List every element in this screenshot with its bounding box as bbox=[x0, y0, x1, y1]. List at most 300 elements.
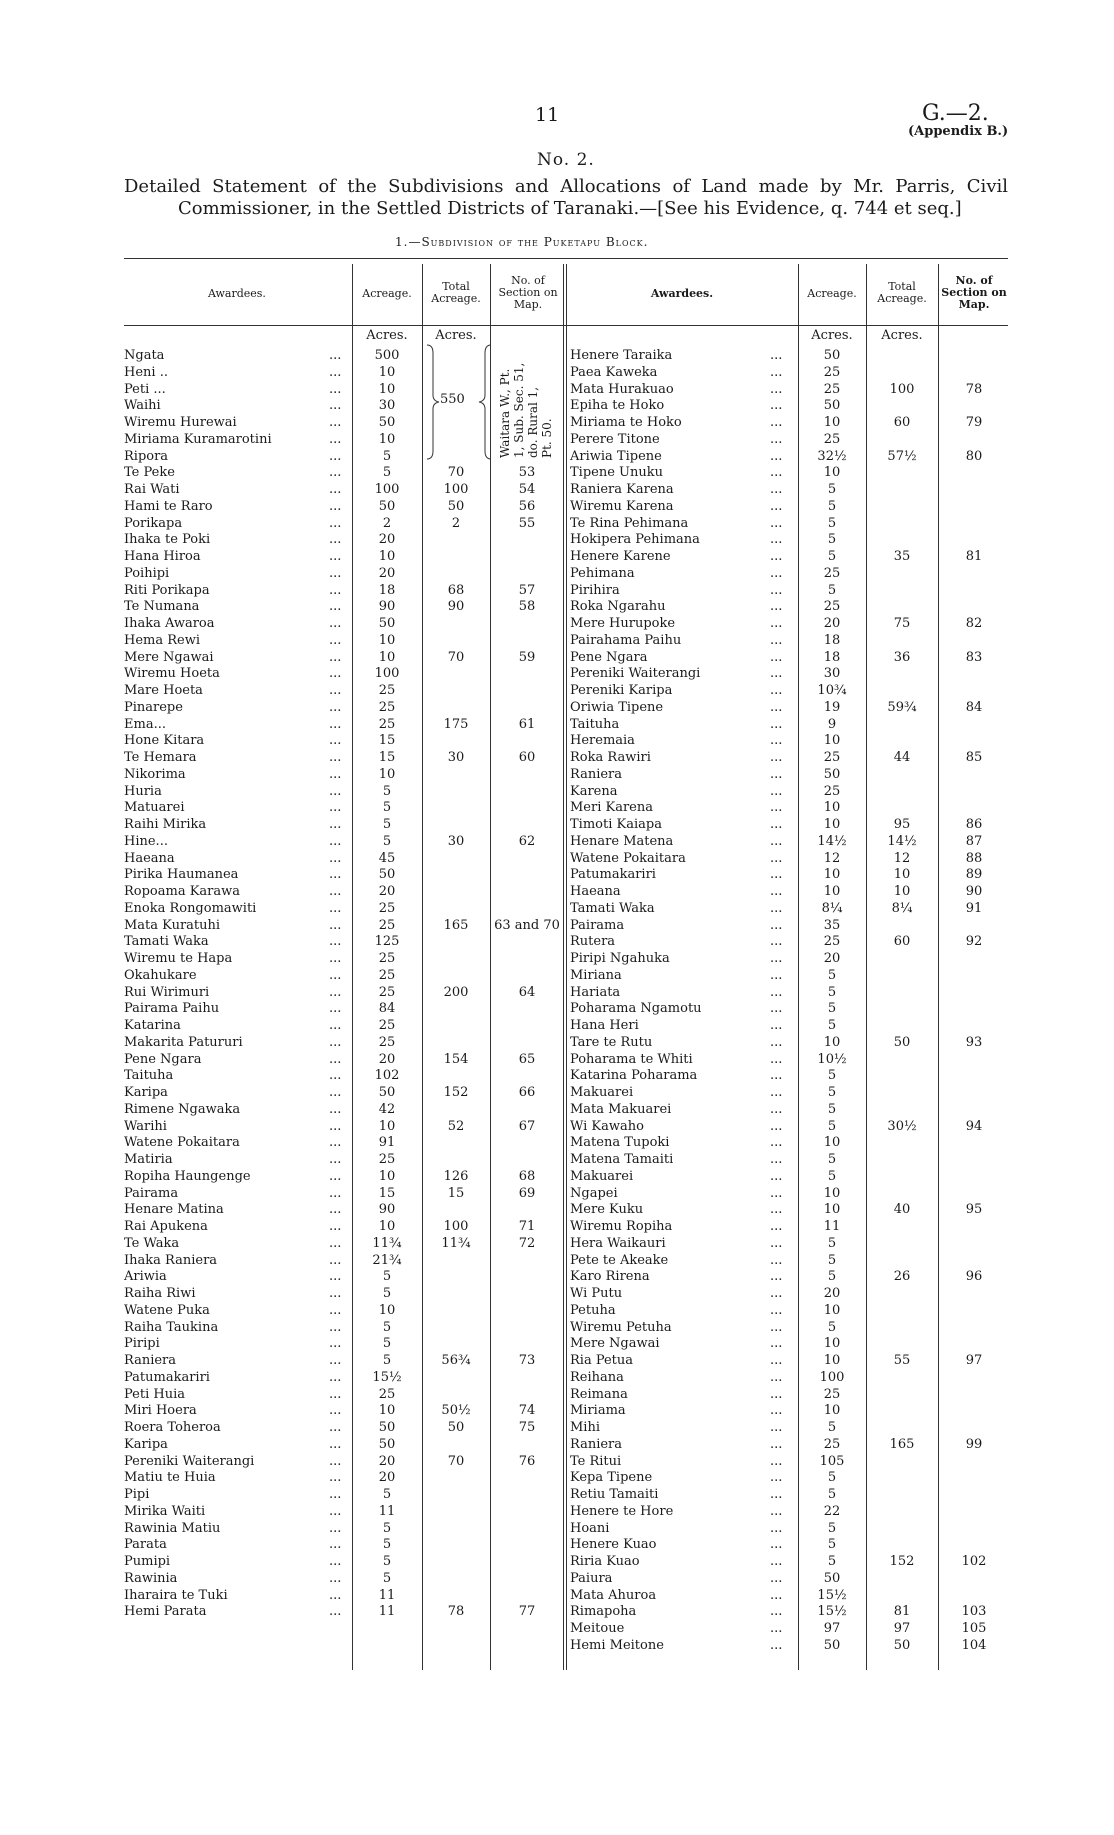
awardee-name: Taituha bbox=[124, 1068, 174, 1084]
total-acreage-value: 56¾ bbox=[441, 1353, 471, 1368]
leader-dots: ... bbox=[770, 1001, 783, 1017]
awardee-name: Ema... bbox=[124, 716, 166, 732]
acreage-value: 25 bbox=[378, 967, 396, 983]
awardee-name: Wiremu Petuha bbox=[570, 1319, 672, 1335]
acreage-value: 5 bbox=[382, 1537, 392, 1553]
awardee-name: Ihaka Raniera bbox=[124, 1252, 218, 1268]
awardee-name: Haeana bbox=[124, 850, 175, 866]
table-row bbox=[570, 415, 1008, 432]
table-row bbox=[570, 1571, 1008, 1588]
total-acreage-value: 70 bbox=[447, 1453, 465, 1469]
section-number: 65 bbox=[518, 1051, 536, 1067]
leader-dots: ... bbox=[329, 967, 342, 983]
acreage-value: 22 bbox=[823, 1503, 841, 1519]
section-number: 91 bbox=[965, 900, 983, 916]
acreage-value: 10 bbox=[378, 632, 396, 648]
leader-dots: ... bbox=[770, 1621, 783, 1636]
leader-dots: ... bbox=[770, 364, 783, 380]
awardee-name: Pairama bbox=[124, 1185, 179, 1201]
leader-dots: ... bbox=[329, 750, 342, 765]
total-acreage-value: 14½ bbox=[887, 833, 917, 849]
leader-dots: ... bbox=[329, 1252, 342, 1268]
acreage-value: 35 bbox=[823, 917, 841, 933]
leader-dots: ... bbox=[329, 1101, 342, 1117]
awardee-name: Matena Tamaiti bbox=[570, 1152, 674, 1167]
total-acreage-value: 78 bbox=[447, 1604, 465, 1620]
leader-dots: ... bbox=[329, 465, 342, 481]
awardee-name: Wiremu te Hapa bbox=[124, 951, 233, 966]
unit-acres-right: Acres. bbox=[811, 328, 853, 343]
acreage-value: 20 bbox=[823, 616, 841, 631]
section-number: 86 bbox=[965, 817, 983, 832]
awardee-name: Henere Karene bbox=[570, 549, 671, 564]
section-number: 64 bbox=[518, 984, 536, 1000]
awardee-name: Watene Puka bbox=[124, 1302, 210, 1318]
awardee-name: Mata Kuratuhi bbox=[124, 917, 221, 933]
acreage-value: 25 bbox=[823, 364, 841, 380]
total-acreage-value: 154 bbox=[443, 1051, 469, 1067]
section-number: 74 bbox=[518, 1403, 536, 1419]
section-number: 99 bbox=[965, 1436, 983, 1452]
awardee-name: Riti Porikapa bbox=[124, 582, 210, 598]
acreage-value: 20 bbox=[823, 951, 841, 966]
leader-dots: ... bbox=[770, 1051, 783, 1067]
awardee-name: Hana Heri bbox=[570, 1018, 639, 1033]
section-number: 85 bbox=[965, 750, 983, 765]
awardee-name: Mere Ngawai bbox=[570, 1336, 660, 1352]
total-acreage-value: 59¾ bbox=[887, 699, 917, 715]
leader-dots: ... bbox=[770, 1168, 783, 1184]
leader-dots: ... bbox=[329, 1353, 342, 1368]
table-row bbox=[570, 1018, 1008, 1035]
table-row bbox=[570, 616, 1008, 633]
awardee-name: Wiremu Karena bbox=[570, 498, 674, 514]
acreage-value: 5 bbox=[827, 532, 837, 548]
leader-dots: ... bbox=[329, 951, 342, 966]
total-acreage-value: 50 bbox=[447, 1420, 465, 1435]
awardee-name: Heremaia bbox=[570, 733, 635, 749]
leader-dots: ... bbox=[329, 381, 342, 397]
table-row bbox=[570, 1186, 1008, 1203]
leader-dots: ... bbox=[770, 750, 783, 765]
section-number: 93 bbox=[965, 1034, 983, 1050]
unit-acres-total-right: Acres. bbox=[881, 328, 923, 343]
awardee-name: Ropoama Karawa bbox=[124, 884, 241, 899]
acreage-value: 50 bbox=[378, 1436, 396, 1452]
awardee-name: Roka Rawiri bbox=[570, 750, 651, 765]
awardee-name: Katarina Poharama bbox=[570, 1068, 698, 1084]
awardee-name: Peti Huia bbox=[124, 1386, 185, 1402]
document-reference: G.—2. bbox=[922, 101, 989, 126]
header-section-right: No. of Section on Map. bbox=[941, 274, 1007, 311]
awardee-name: Hoani bbox=[570, 1520, 610, 1536]
acreage-value: 11 bbox=[378, 1587, 396, 1603]
leader-dots: ... bbox=[770, 465, 783, 481]
leader-dots: ... bbox=[770, 1085, 783, 1100]
table-row bbox=[570, 1470, 1008, 1487]
leader-dots: ... bbox=[329, 431, 342, 447]
table-row bbox=[570, 1370, 1008, 1387]
total-acreage-value: 70 bbox=[447, 465, 465, 481]
acreage-value: 5 bbox=[382, 817, 392, 832]
total-acreage-value: 100 bbox=[443, 1219, 469, 1234]
leader-dots: ... bbox=[329, 364, 342, 380]
awardee-name: Mare Hoeta bbox=[124, 683, 203, 698]
leader-dots: ... bbox=[329, 1503, 342, 1519]
acreage-value: 10¾ bbox=[817, 683, 847, 698]
page-number: 11 bbox=[535, 104, 560, 126]
leader-dots: ... bbox=[329, 1403, 342, 1419]
acreage-value: 5 bbox=[827, 582, 837, 598]
table-row bbox=[570, 449, 1008, 466]
table-row bbox=[570, 767, 1008, 784]
bracket-note-line: Pt. 50. bbox=[540, 418, 554, 458]
acreage-value: 5 bbox=[382, 833, 392, 849]
awardee-name: Ihaka te Poki bbox=[124, 532, 211, 548]
leader-dots: ... bbox=[329, 1319, 342, 1335]
leader-dots: ... bbox=[770, 1219, 783, 1234]
leader-dots: ... bbox=[770, 549, 783, 564]
leader-dots: ... bbox=[329, 884, 342, 899]
leader-dots: ... bbox=[329, 1001, 342, 1017]
awardee-name: Henare Matina bbox=[124, 1202, 224, 1218]
total-acreage-value: 97 bbox=[893, 1621, 911, 1636]
awardee-name: Raiha Riwi bbox=[124, 1286, 196, 1301]
leader-dots: ... bbox=[770, 515, 783, 531]
leader-dots: ... bbox=[329, 1185, 342, 1201]
leader-dots: ... bbox=[329, 1436, 342, 1452]
acreage-value: 102 bbox=[374, 1068, 400, 1084]
leader-dots: ... bbox=[329, 482, 342, 497]
acreage-value: 10 bbox=[823, 817, 841, 832]
awardee-name: Ropiha Haungenge bbox=[124, 1168, 251, 1184]
leader-dots: ... bbox=[770, 1453, 783, 1469]
acreage-value: 5 bbox=[827, 498, 837, 514]
table-row bbox=[570, 717, 1008, 734]
leader-dots: ... bbox=[770, 1369, 783, 1385]
awardee-name: Okahukare bbox=[124, 967, 197, 983]
leader-dots: ... bbox=[770, 398, 783, 414]
acreage-value: 5 bbox=[827, 1487, 837, 1502]
total-acreage-value: 40 bbox=[893, 1202, 911, 1218]
leader-dots: ... bbox=[770, 1554, 783, 1569]
leader-dots: ... bbox=[770, 1101, 783, 1117]
total-acreage-value: 2 bbox=[451, 515, 461, 531]
leader-dots: ... bbox=[770, 1018, 783, 1033]
leader-dots: ... bbox=[770, 1302, 783, 1318]
awardee-name: Pipi bbox=[124, 1487, 150, 1502]
table-row bbox=[570, 1320, 1008, 1337]
acreage-value: 10 bbox=[823, 800, 841, 816]
table-subtitle: 1.—Subdivision of the Puketapu Block. bbox=[395, 235, 649, 249]
leader-dots: ... bbox=[329, 348, 342, 363]
leader-dots: ... bbox=[770, 867, 783, 883]
leader-dots: ... bbox=[329, 683, 342, 698]
leader-dots: ... bbox=[770, 1319, 783, 1335]
acreage-value: 50 bbox=[378, 1085, 396, 1100]
acreage-value: 5 bbox=[827, 1235, 837, 1251]
table-row bbox=[570, 666, 1008, 683]
total-acreage-value: 60 bbox=[893, 934, 911, 950]
acreage-value: 20 bbox=[378, 565, 396, 581]
total-acreage-value: 50 bbox=[893, 1034, 911, 1050]
acreage-value: 25 bbox=[378, 1018, 396, 1033]
table-row bbox=[570, 1269, 1008, 1286]
header-section: No. of Section on Map. bbox=[498, 274, 558, 311]
awardee-name: Matena Tupoki bbox=[570, 1135, 670, 1151]
leader-dots: ... bbox=[770, 448, 783, 464]
acreage-value: 19 bbox=[823, 699, 841, 715]
total-acreage-value: 200 bbox=[443, 984, 469, 1000]
table-row bbox=[570, 1052, 1008, 1069]
section-number: 104 bbox=[961, 1637, 987, 1653]
acreage-value: 20 bbox=[378, 1470, 396, 1486]
awardee-name: Huria bbox=[124, 783, 162, 799]
awardee-name: Rimene Ngawaka bbox=[124, 1101, 241, 1117]
leader-dots: ... bbox=[329, 766, 342, 782]
awardee-name: Miriama Kuramarotini bbox=[124, 431, 272, 447]
awardee-name: Matuarei bbox=[124, 800, 185, 816]
leader-dots: ... bbox=[329, 498, 342, 514]
leader-dots: ... bbox=[329, 800, 342, 816]
section-number: 83 bbox=[965, 649, 983, 665]
awardee-name: Petuha bbox=[570, 1302, 616, 1318]
total-acreage-value: 60 bbox=[893, 415, 911, 430]
acreage-value: 25 bbox=[378, 1386, 396, 1402]
acreage-value: 5 bbox=[382, 783, 392, 799]
leader-dots: ... bbox=[770, 348, 783, 363]
table-row bbox=[570, 1102, 1008, 1119]
acreage-value: 5 bbox=[382, 800, 392, 816]
leader-dots: ... bbox=[770, 1152, 783, 1167]
leader-dots: ... bbox=[770, 951, 783, 966]
awardee-name: Makuarei bbox=[570, 1168, 634, 1184]
awardee-name: Karo Rirena bbox=[570, 1269, 650, 1285]
leader-dots: ... bbox=[329, 934, 342, 950]
leader-dots: ... bbox=[329, 565, 342, 581]
section-number: 102 bbox=[961, 1554, 987, 1569]
table-row bbox=[570, 851, 1008, 868]
table-row bbox=[570, 650, 1008, 667]
leader-dots: ... bbox=[329, 1570, 342, 1586]
table-row bbox=[570, 951, 1008, 968]
leader-dots: ... bbox=[770, 632, 783, 648]
acreage-value: 25 bbox=[378, 951, 396, 966]
table-row bbox=[570, 1001, 1008, 1018]
table-row bbox=[570, 1521, 1008, 1538]
leader-dots: ... bbox=[770, 1570, 783, 1586]
awardee-name: Hera Waikauri bbox=[570, 1235, 666, 1251]
acreage-value: 5 bbox=[827, 1101, 837, 1117]
acreage-value: 20 bbox=[378, 1453, 396, 1469]
acreage-value: 10 bbox=[823, 1202, 841, 1218]
leader-dots: ... bbox=[329, 984, 342, 1000]
acreage-value: 25 bbox=[378, 716, 396, 732]
awardee-name: Reimana bbox=[570, 1386, 628, 1402]
table-row bbox=[570, 1286, 1008, 1303]
leader-dots: ... bbox=[329, 549, 342, 564]
acreage-value: 100 bbox=[819, 1369, 845, 1385]
table-row bbox=[570, 532, 1008, 549]
table-row bbox=[570, 1638, 1008, 1655]
table-row bbox=[570, 1387, 1008, 1404]
leader-dots: ... bbox=[329, 699, 342, 715]
total-acreage-value: 152 bbox=[889, 1554, 915, 1569]
total-acreage-value: 30½ bbox=[887, 1118, 917, 1134]
awardee-name: Tare te Rutu bbox=[570, 1034, 653, 1050]
awardee-name: Ariwia Tipene bbox=[570, 448, 662, 464]
section-number: 61 bbox=[518, 716, 536, 732]
awardee-name: Poihipi bbox=[124, 565, 170, 581]
acreage-value: 500 bbox=[374, 348, 400, 363]
table-row bbox=[570, 1119, 1008, 1136]
total-acreage-value: 68 bbox=[447, 582, 465, 598]
leader-dots: ... bbox=[329, 632, 342, 648]
awardee-name: Te Rina Pehimana bbox=[570, 515, 689, 531]
acreage-value: 10 bbox=[378, 431, 396, 447]
table-row bbox=[570, 1135, 1008, 1152]
acreage-value: 5 bbox=[827, 1118, 837, 1134]
awardee-name: Makarita Patururi bbox=[124, 1034, 243, 1050]
leader-dots: ... bbox=[770, 1269, 783, 1285]
total-acreage-value: 57½ bbox=[887, 448, 917, 464]
awardee-name: Patumakariri bbox=[570, 867, 656, 883]
acreage-value: 10 bbox=[823, 1302, 841, 1318]
acreage-value: 10 bbox=[378, 1219, 396, 1234]
leader-dots: ... bbox=[329, 1051, 342, 1067]
awardee-name: Miriama te Hoko bbox=[570, 415, 682, 430]
leader-dots: ... bbox=[770, 900, 783, 916]
awardee-name: Ihaka Awaroa bbox=[124, 616, 215, 631]
table-row bbox=[570, 1504, 1008, 1521]
acreage-value: 20 bbox=[378, 884, 396, 899]
section-number: 69 bbox=[518, 1185, 536, 1201]
total-acreage-value: 175 bbox=[443, 716, 469, 732]
leader-dots: ... bbox=[329, 599, 342, 615]
section-number: 78 bbox=[965, 381, 983, 397]
awardee-name: Miriama bbox=[570, 1403, 626, 1419]
leader-dots: ... bbox=[329, 833, 342, 849]
leader-dots: ... bbox=[329, 783, 342, 799]
acreage-value: 50 bbox=[823, 1637, 841, 1653]
leader-dots: ... bbox=[770, 1537, 783, 1553]
leader-dots: ... bbox=[329, 666, 342, 682]
total-acreage-value: 165 bbox=[443, 917, 469, 933]
awardee-name: Iharaira te Tuki bbox=[124, 1587, 228, 1603]
table-row bbox=[570, 800, 1008, 817]
table-row bbox=[570, 1236, 1008, 1253]
acreage-value: 45 bbox=[378, 850, 396, 866]
section-number: 58 bbox=[518, 599, 536, 615]
acreage-value: 18 bbox=[823, 649, 841, 665]
acreage-value: 5 bbox=[382, 465, 392, 481]
section-number: 71 bbox=[518, 1219, 536, 1234]
acreage-value: 5 bbox=[827, 482, 837, 497]
section-number: 75 bbox=[518, 1420, 536, 1435]
total-acreage-value: 10 bbox=[893, 884, 911, 899]
acreage-value: 100 bbox=[374, 666, 400, 682]
awardee-name: Poharama Ngamotu bbox=[570, 1001, 702, 1017]
section-number: 56 bbox=[518, 498, 536, 514]
total-acreage-value: 50½ bbox=[441, 1403, 471, 1419]
awardee-name: Te Numana bbox=[124, 599, 200, 615]
awardee-name: Retiu Tamaiti bbox=[570, 1487, 659, 1502]
acreage-value: 10 bbox=[378, 381, 396, 397]
awardee-name: Tamati Waka bbox=[570, 900, 655, 916]
table-row bbox=[570, 398, 1008, 415]
table-row bbox=[570, 1336, 1008, 1353]
table-row bbox=[570, 1353, 1008, 1370]
acreage-value: 10 bbox=[378, 1302, 396, 1318]
awardee-name: Hemi Meitone bbox=[570, 1637, 664, 1653]
leader-dots: ... bbox=[329, 1168, 342, 1184]
leader-dots: ... bbox=[770, 1587, 783, 1603]
table-row bbox=[570, 583, 1008, 600]
acreage-value: 100 bbox=[374, 482, 400, 497]
total-acreage-value: 8¼ bbox=[891, 900, 913, 916]
awardee-name: Mere Hurupoke bbox=[570, 616, 676, 631]
acreage-value: 50 bbox=[378, 415, 396, 430]
total-acreage-value: 95 bbox=[893, 817, 911, 832]
total-acreage-value: 55 bbox=[893, 1353, 911, 1368]
table-row bbox=[570, 1487, 1008, 1504]
awardee-name: Raniera bbox=[570, 1436, 623, 1452]
table-row bbox=[570, 1437, 1008, 1454]
section-number: 60 bbox=[518, 750, 536, 765]
awardee-name: Watene Pokaitara bbox=[124, 1135, 240, 1151]
leader-dots: ... bbox=[329, 1068, 342, 1084]
leader-dots: ... bbox=[329, 733, 342, 749]
awardee-name: Mere Kuku bbox=[570, 1202, 644, 1218]
leader-dots: ... bbox=[770, 1336, 783, 1352]
awardee-name: Miriana bbox=[570, 967, 622, 983]
table-row bbox=[570, 1202, 1008, 1219]
leader-dots: ... bbox=[329, 917, 342, 933]
awardee-name: Poharama te Whiti bbox=[570, 1051, 693, 1067]
leader-dots: ... bbox=[770, 1353, 783, 1368]
acreage-value: 25 bbox=[378, 699, 396, 715]
acreage-value: 10 bbox=[823, 867, 841, 883]
leader-dots: ... bbox=[770, 1520, 783, 1536]
awardee-name: Wiremu Ropiha bbox=[570, 1219, 673, 1234]
bracket-note-line: 1, Sub. Sec. 51, bbox=[512, 362, 526, 458]
table-row bbox=[570, 1169, 1008, 1186]
acreage-value: 10 bbox=[823, 465, 841, 481]
acreage-value: 21¾ bbox=[372, 1252, 402, 1268]
awardee-name: Makuarei bbox=[570, 1085, 634, 1100]
leader-dots: ... bbox=[329, 532, 342, 548]
table-top-rule bbox=[124, 258, 1008, 259]
total-acreage-value: 152 bbox=[443, 1085, 469, 1100]
total-acreage-value: 36 bbox=[893, 649, 911, 665]
table-row bbox=[570, 1537, 1008, 1554]
awardee-name: Warihi bbox=[124, 1118, 167, 1134]
leader-dots: ... bbox=[329, 398, 342, 414]
acreage-value: 10 bbox=[378, 1118, 396, 1134]
acreage-value: 5 bbox=[827, 1470, 837, 1486]
awardee-name: Pete te Akeake bbox=[570, 1252, 669, 1268]
leader-dots: ... bbox=[329, 1386, 342, 1402]
awardee-name: Raniera bbox=[570, 766, 623, 782]
awardee-name: Mere Ngawai bbox=[124, 649, 214, 665]
acreage-value: 5 bbox=[827, 1068, 837, 1084]
total-acreage-value: 81 bbox=[893, 1604, 911, 1620]
section-number: 68 bbox=[518, 1168, 536, 1184]
total-acreage-value: 10 bbox=[893, 867, 911, 883]
table-row bbox=[570, 1420, 1008, 1437]
leader-dots: ... bbox=[329, 1219, 342, 1234]
acreage-value: 50 bbox=[823, 398, 841, 414]
